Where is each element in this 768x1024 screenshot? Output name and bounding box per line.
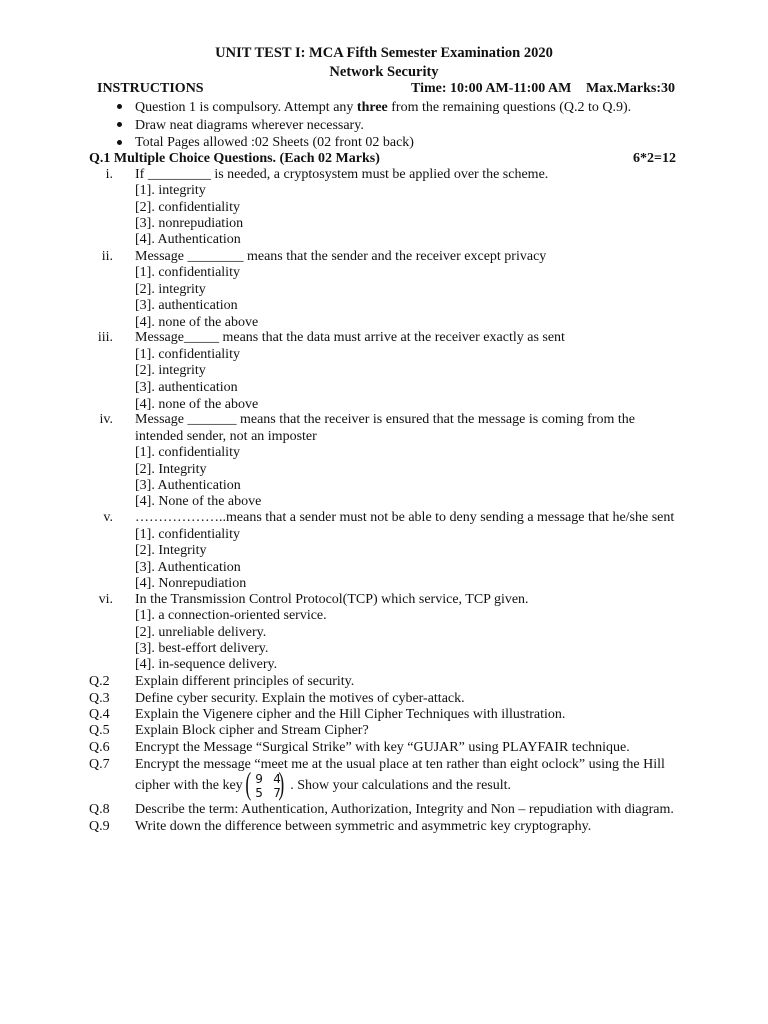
question-number: Q.8 bbox=[89, 802, 110, 817]
question-text-continued bbox=[135, 765, 512, 801]
matrix-cell: 5 bbox=[255, 786, 263, 800]
mcq-option: [2]. integrity bbox=[135, 363, 206, 378]
question-text: cipher with the key bbox=[135, 778, 243, 794]
question-number: Q.3 bbox=[89, 691, 110, 706]
question-number: Q.4 bbox=[89, 707, 110, 722]
bullet-icon bbox=[117, 122, 122, 127]
mcq-option: [3]. authentication bbox=[135, 298, 238, 313]
matrix-cell: 7 bbox=[273, 786, 281, 800]
question-number: Q.7 bbox=[89, 757, 110, 772]
mcq-option: [4]. None of the above bbox=[135, 494, 262, 509]
mcq-option: [2]. Integrity bbox=[135, 462, 207, 477]
matrix-cell: 9 bbox=[255, 772, 263, 786]
question-text: Define cyber security. Explain the motives of cyber-attack. bbox=[135, 691, 465, 706]
left-paren-icon: ( bbox=[245, 765, 252, 801]
mcq-option: [1]. confidentiality bbox=[135, 445, 240, 460]
mcq-option: [1]. integrity bbox=[135, 183, 206, 198]
mcq-option: [4]. Nonrepudiation bbox=[135, 576, 247, 591]
bullet-icon bbox=[117, 104, 122, 109]
mcq-option: [4]. none of the above bbox=[135, 397, 259, 412]
question-text: Write down the difference between symmetric and asymmetric key cryptography. bbox=[135, 819, 592, 834]
mcq-number: i. bbox=[105, 167, 113, 182]
mcq-option: [2]. unreliable delivery. bbox=[135, 625, 267, 640]
mcq-number: v. bbox=[103, 510, 113, 525]
matrix-cell: 4 bbox=[273, 772, 281, 786]
mcq-number: iv. bbox=[99, 412, 113, 427]
question-text: . Show your calculations and the result. bbox=[290, 778, 512, 794]
mcq-option: [3]. best-effort delivery. bbox=[135, 641, 269, 656]
mcq-stem: If _________ is needed, a cryptosystem must be applied over the scheme. bbox=[135, 167, 549, 182]
bullet-icon bbox=[117, 140, 122, 145]
key-matrix bbox=[245, 765, 288, 801]
mcq-option: [3]. Authentication bbox=[135, 478, 241, 493]
mcq-stem: Message ________ means that the sender and the receiver except privacy bbox=[135, 249, 547, 264]
mcq-option: [1]. a connection-oriented service. bbox=[135, 608, 327, 623]
mcq-option: [1]. confidentiality bbox=[135, 347, 240, 362]
question-number: Q.2 bbox=[89, 674, 110, 689]
mcq-option: [1]. confidentiality bbox=[135, 265, 240, 280]
q1-heading: Q.1 Multiple Choice Questions. (Each 02 Marks) bbox=[89, 151, 380, 166]
question-text: Explain Block cipher and Stream Cipher? bbox=[135, 723, 369, 738]
mcq-option: [3]. nonrepudiation bbox=[135, 216, 244, 231]
q1-marks: 6*2=12 bbox=[633, 151, 676, 166]
subject-title: Network Security bbox=[329, 64, 439, 80]
mcq-option: [3]. authentication bbox=[135, 380, 238, 395]
question-number: Q.6 bbox=[89, 740, 110, 755]
question-number: Q.9 bbox=[89, 819, 110, 834]
exam-title: UNIT TEST I: MCA Fifth Semester Examination 2020 bbox=[215, 45, 553, 61]
mcq-number: iii. bbox=[97, 330, 113, 345]
mcq-number: vi. bbox=[98, 592, 113, 607]
mcq-option: [2]. integrity bbox=[135, 282, 206, 297]
mcq-option: [4]. Authentication bbox=[135, 232, 241, 247]
mcq-stem: ………………..means that a sender must not be able to deny sending a message that he/she sent bbox=[135, 510, 675, 525]
question-number: Q.5 bbox=[89, 723, 110, 738]
question-text: Explain different principles of security. bbox=[135, 674, 355, 689]
question-text: Encrypt the Message “Surgical Strike” with key “GUJAR” using PLAYFAIR technique. bbox=[135, 740, 630, 755]
question-text: Describe the term: Authentication, Authorization, Integrity and Non – repudiation with diagram. bbox=[135, 802, 674, 817]
instruction-item-1 bbox=[135, 100, 631, 116]
mcq-option: [4]. in-sequence delivery. bbox=[135, 657, 278, 672]
mcq-stem: Message_____ means that the data must arrive at the receiver exactly as sent bbox=[135, 330, 565, 345]
max-marks: Max.Marks:30 bbox=[586, 81, 676, 96]
mcq-option: [2]. Integrity bbox=[135, 543, 207, 558]
instruction-emphasis: three bbox=[356, 100, 388, 115]
right-paren-icon: ) bbox=[278, 765, 285, 801]
instruction-item-3: Total Pages allowed :02 Sheets (02 front 02 back) bbox=[135, 135, 414, 150]
mcq-stem: Message _______ means that the receiver is ensured that the message is coming from the bbox=[135, 412, 635, 427]
mcq-number: ii. bbox=[101, 249, 113, 264]
instructions-heading: INSTRUCTIONS bbox=[97, 81, 204, 96]
question-text: Explain the Vigenere cipher and the Hill Cipher Techniques with illustration. bbox=[135, 707, 566, 722]
mcq-option: [4]. none of the above bbox=[135, 315, 259, 330]
question-text: Encrypt the message “meet me at the usual place at ten rather than eight oclock” using the Hill bbox=[135, 757, 665, 772]
mcq-option: [3]. Authentication bbox=[135, 560, 241, 575]
mcq-option: [1]. confidentiality bbox=[135, 527, 240, 542]
mcq-stem: In the Transmission Control Protocol(TCP) which service, TCP given. bbox=[135, 592, 529, 607]
instruction-text: Question 1 is compulsory. Attempt any bbox=[135, 100, 357, 115]
mcq-stem-continued: intended sender, not an imposter bbox=[135, 429, 317, 444]
mcq-option: [2]. confidentiality bbox=[135, 200, 240, 215]
instruction-text: from the remaining questions (Q.2 to Q.9). bbox=[387, 100, 632, 115]
instruction-item-2: Draw neat diagrams wherever necessary. bbox=[135, 118, 364, 133]
exam-time: Time: 10:00 AM-11:00 AM bbox=[411, 81, 572, 96]
